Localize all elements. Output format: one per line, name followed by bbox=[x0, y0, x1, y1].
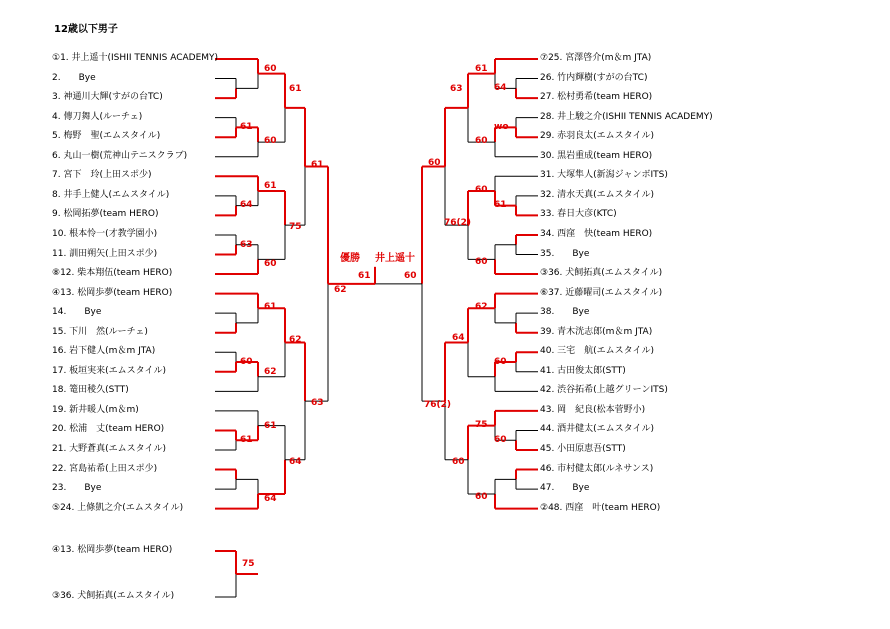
right-player-12: ③36. 犬飼拓真(エムスタイル) bbox=[540, 268, 663, 279]
score-left-6: 63 bbox=[240, 239, 253, 250]
left-player-3: 3. 神通川大輝(すがの台TC) bbox=[52, 92, 163, 103]
left-player-11: 11. 訓田朔矢(上田スポ少) bbox=[52, 248, 158, 259]
right-player-10: 34. 西窪 快(team HERO) bbox=[540, 228, 653, 239]
score-right-8: 62 bbox=[475, 301, 488, 312]
left-player-20: 20. 松浦 丈(team HERO) bbox=[52, 424, 165, 435]
left-player-10: 10. 根本怜一(才教学園小) bbox=[52, 228, 158, 239]
left-player-22: 22. 宮島祐希(上田スポ少) bbox=[52, 463, 158, 474]
left-player-2: 2. Bye bbox=[52, 72, 96, 83]
score-right-2: 64 bbox=[494, 83, 507, 94]
score-right-r2-1: 63 bbox=[450, 83, 463, 94]
score-left-7: 60 bbox=[264, 259, 277, 270]
score-right-r4: 60 bbox=[404, 270, 417, 281]
score-left-4: 61 bbox=[264, 181, 277, 192]
score-right-4: 60 bbox=[475, 136, 488, 147]
score-right-5: 60 bbox=[475, 184, 488, 195]
champion-banner bbox=[340, 249, 415, 264]
score-left-1: 60 bbox=[264, 64, 277, 74]
score-right-12: 60 bbox=[475, 491, 488, 502]
score-left-12: 61 bbox=[240, 435, 253, 446]
score-left-r2-3: 62 bbox=[289, 335, 302, 346]
right-player-16: 40. 三宅 航(エムスタイル) bbox=[540, 346, 655, 357]
right-player-15: 39. 青木洸志郎(m＆m JTA) bbox=[540, 326, 653, 337]
left-player-24: ⑤24. 上條凱之介(エムスタイル) bbox=[52, 502, 184, 513]
right-player-11: 35. Bye bbox=[540, 248, 590, 259]
right-player-23: 47. Bye bbox=[540, 483, 590, 494]
score-left-r4: 62 bbox=[334, 284, 347, 295]
left-player-13: ④13. 松岡歩夢(team HERO) bbox=[52, 287, 173, 298]
left-player-21: 21. 大野蒼真(エムスタイル) bbox=[52, 444, 167, 454]
right-player-3: 27. 松村勇希(team HERO) bbox=[540, 92, 653, 103]
right-player-4: 28. 井上駿之介(ISHII TENNIS ACADEMY) bbox=[540, 111, 713, 122]
score-right-r3-2: 76(2) bbox=[424, 400, 452, 411]
score-right-7: 60 bbox=[475, 257, 488, 268]
playoff-player-2: ③36. 犬飼拓真(エムスタイル) bbox=[52, 591, 175, 601]
right-player-13: ⑥37. 近藤曜司(エムスタイル) bbox=[540, 287, 663, 298]
right-player-20: 44. 酒井健太(エムスタイル) bbox=[540, 424, 655, 435]
score-left-9: 60 bbox=[240, 356, 253, 367]
score-left-r3-1: 61 bbox=[311, 159, 324, 170]
left-player-17: 17. 板垣実来(エムスタイル) bbox=[52, 365, 167, 376]
left-player-18: 18. 篭田稜久(STT) bbox=[52, 385, 129, 396]
right-player-14: 38. Bye bbox=[540, 307, 590, 318]
left-player-14: 14. Bye bbox=[52, 307, 102, 318]
right-player-18: 42. 渋谷拓希(上越グリーンITS) bbox=[540, 385, 668, 396]
left-player-7: 7. 宮下 玲(上田スポ少) bbox=[52, 170, 152, 181]
left-player-8: 8. 井手上健人(エムスタイル) bbox=[52, 189, 170, 200]
champion-label: 優勝 bbox=[340, 253, 360, 264]
left-player-12: ⑧12. 柴本翔伍(team HERO) bbox=[52, 268, 173, 279]
left-player-23: 23. Bye bbox=[52, 483, 102, 494]
right-player-1: ⑦25. 宮澤啓介(m＆m JTA) bbox=[540, 53, 652, 63]
left-player-4: 4. 傳刀舞人(ルーチェ) bbox=[52, 111, 143, 122]
right-player-7: 31. 大塚隼人(新潟ジャンボITS) bbox=[540, 170, 668, 181]
right-player-9: 33. 春日大彦(KTC) bbox=[540, 209, 617, 220]
right-player-17: 41. 古田俊太郎(STT) bbox=[540, 365, 626, 376]
right-player-5: 29. 赤羽良太(エムスタイル) bbox=[540, 131, 655, 142]
score-left-2: 61 bbox=[240, 122, 253, 133]
left-player-16: 16. 岩下健人(m＆m JTA) bbox=[52, 346, 156, 357]
playoff-player-1: ④13. 松岡歩夢(team HERO) bbox=[52, 545, 173, 555]
score-right-11: 60 bbox=[494, 435, 507, 445]
score-right-9: 60 bbox=[494, 357, 507, 368]
score-left-5: 64 bbox=[240, 200, 253, 211]
score-left-r3-2: 63 bbox=[311, 398, 324, 409]
score-playoff: 75 bbox=[242, 559, 255, 569]
page-title: 12歳以下男子 bbox=[54, 24, 118, 35]
score-right-r2-2: 76(2) bbox=[444, 218, 472, 229]
score-left-8: 61 bbox=[264, 301, 277, 312]
score-right-r2-3: 64 bbox=[452, 333, 465, 344]
score-right-1: 61 bbox=[475, 64, 488, 74]
left-player-6: 6. 丸山一樹(荒神山テニスクラブ) bbox=[52, 150, 188, 161]
score-left-11: 61 bbox=[264, 421, 277, 432]
score-right-10: 75 bbox=[475, 419, 488, 430]
right-player-8: 32. 清水天真(エムスタイル) bbox=[540, 189, 655, 200]
score-right-6: 61 bbox=[494, 200, 507, 211]
right-player-2: 26. 竹内輝樹(すがの台TC) bbox=[540, 72, 648, 83]
score-right-3: wo bbox=[494, 122, 509, 133]
left-player-1: ①1. 井上遥十(ISHII TENNIS ACADEMY) bbox=[52, 53, 219, 63]
left-player-9: 9. 松岡拓夢(team HERO) bbox=[52, 209, 159, 220]
score-right-r3-1: 60 bbox=[428, 157, 441, 168]
champion-name: 井上遥十 bbox=[374, 253, 415, 264]
score-final: 61 bbox=[358, 270, 371, 281]
score-left-10: 62 bbox=[264, 367, 277, 378]
score-left-3: 60 bbox=[264, 136, 277, 147]
score-left-r2-2: 75 bbox=[289, 222, 302, 233]
left-player-19: 19. 新井暖人(m＆m) bbox=[52, 404, 139, 415]
score-left-13: 64 bbox=[264, 493, 277, 504]
right-player-24: ②48. 西窪 叶(team HERO) bbox=[540, 502, 661, 513]
score-left-r2-1: 61 bbox=[289, 83, 302, 94]
left-player-15: 15. 下川 然(ルーチェ) bbox=[52, 326, 148, 337]
right-player-19: 43. 岡 紀良(松本菅野小) bbox=[540, 404, 646, 415]
right-player-6: 30. 黒岩重成(team HERO) bbox=[540, 150, 653, 161]
score-right-r2-4: 60 bbox=[452, 456, 465, 467]
left-player-5: 5. 梅野 聖(エムスタイル) bbox=[52, 131, 161, 142]
right-player-21: 45. 小田原恵吾(STT) bbox=[540, 444, 626, 454]
score-left-r2-4: 64 bbox=[289, 456, 302, 467]
right-player-22: 46. 市村健太郎(ルネサンス) bbox=[540, 463, 654, 474]
